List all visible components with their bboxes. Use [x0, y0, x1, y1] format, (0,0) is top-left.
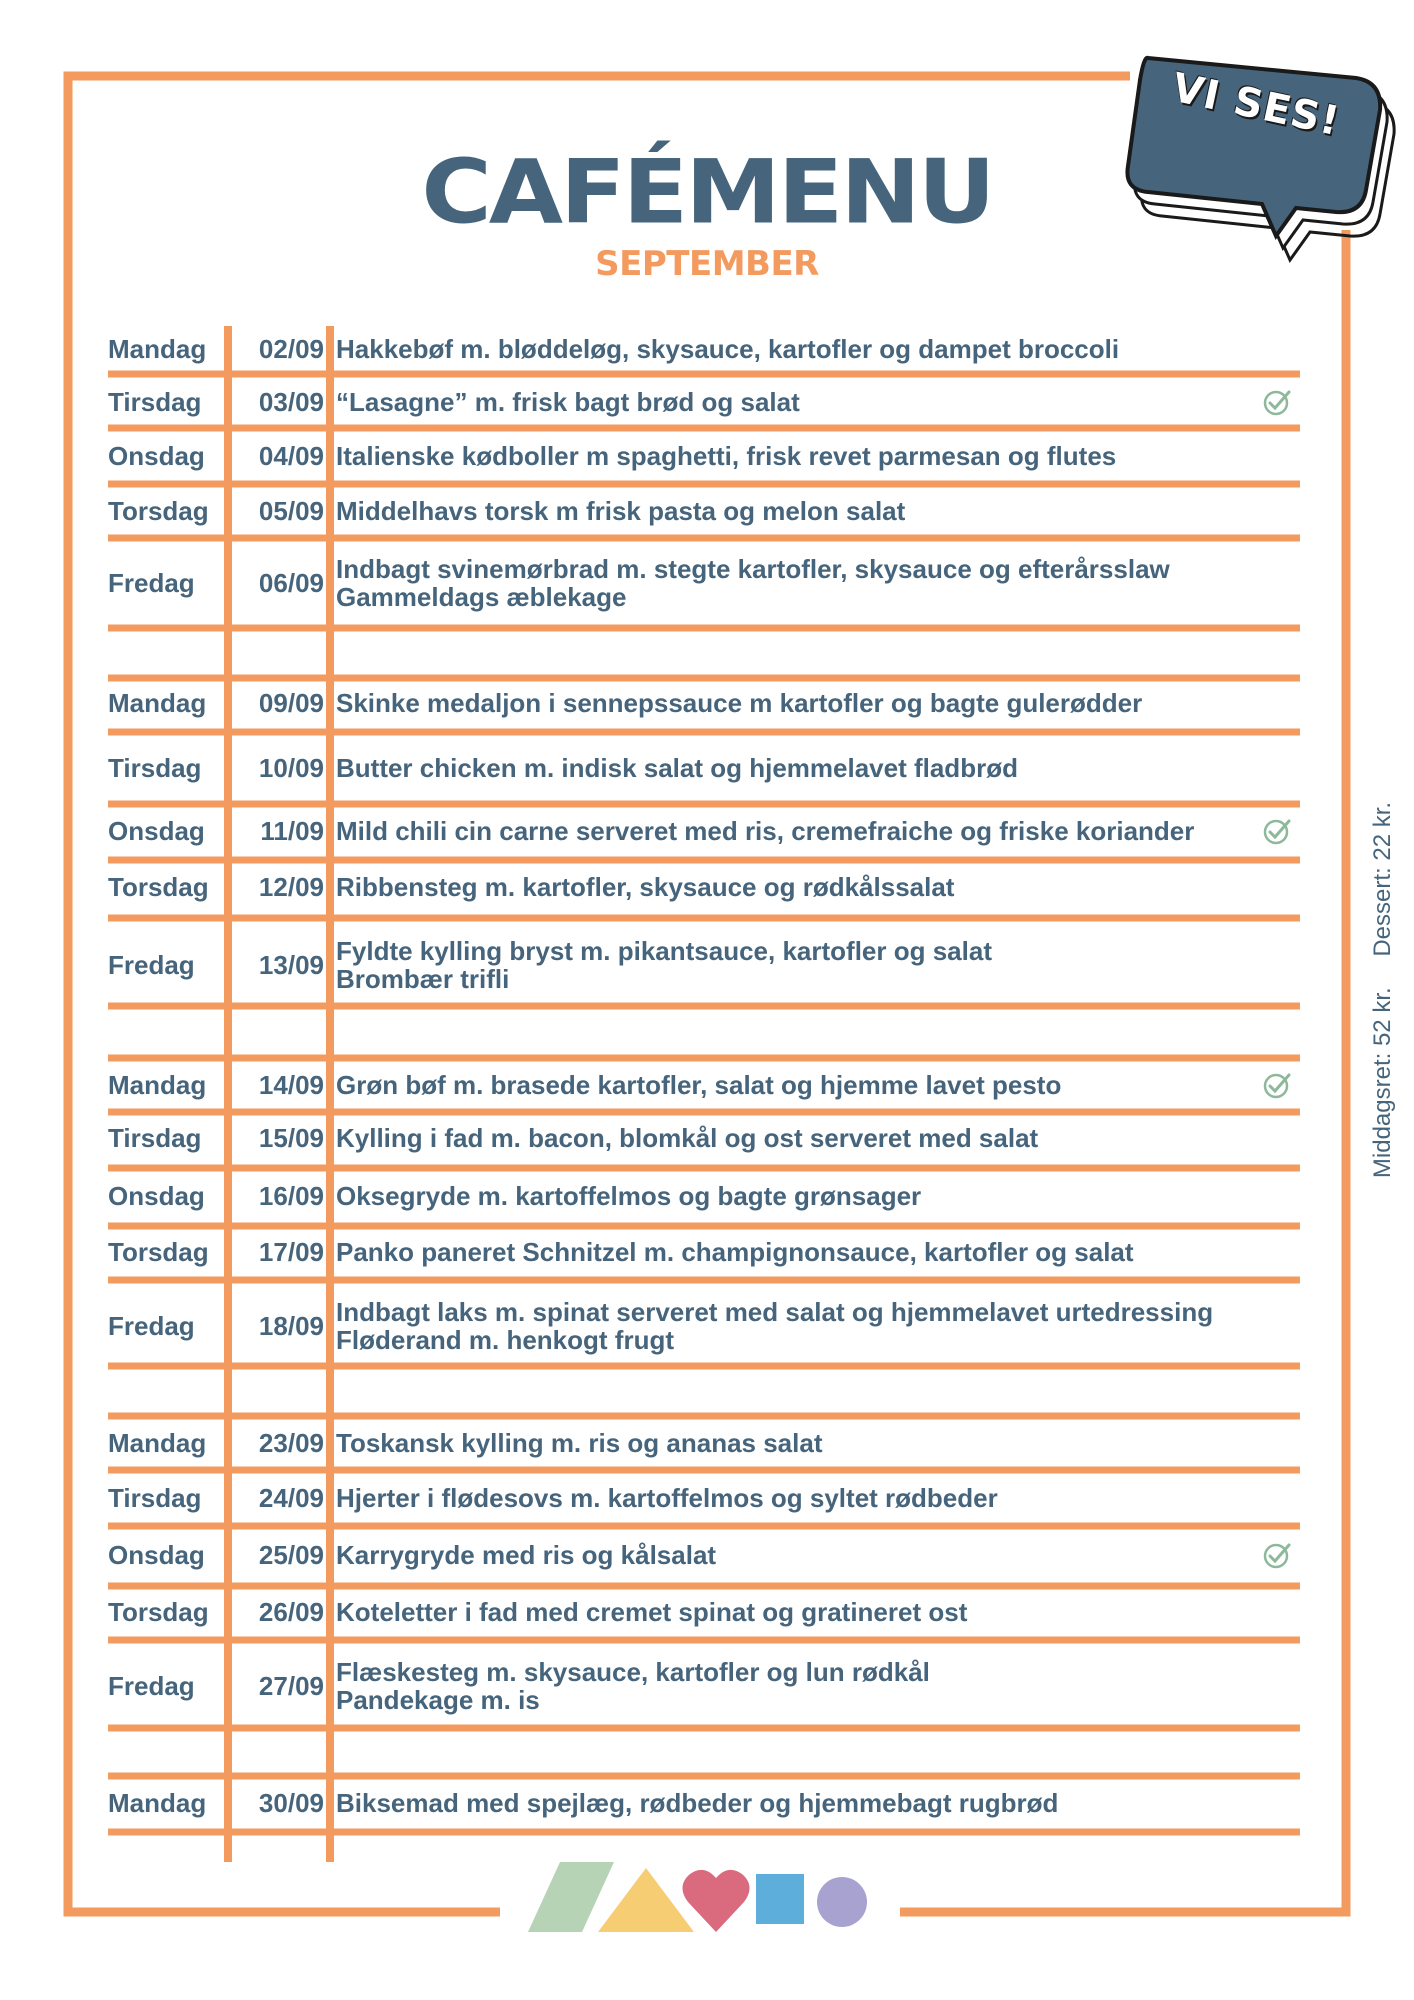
menu-row: [108, 1530, 1300, 1580]
menu-dish: “Lasagne” m. frisk bagt brød og salat: [336, 387, 800, 417]
menu-dish-cell: [336, 1284, 1276, 1368]
menu-day: Torsdag: [108, 495, 209, 526]
menu-date: 12/09: [258, 871, 324, 902]
menu-dish: Grøn bøf m. brasede kartofler, salat og hjemme lavet pesto: [336, 1070, 1062, 1100]
menu-row: [108, 1228, 1300, 1276]
menu-row: [108, 1474, 1300, 1522]
menu-day: Onsdag: [108, 440, 205, 471]
menu-date: 03/09: [258, 386, 324, 417]
badge-text: VI SES!: [1168, 64, 1344, 146]
page-title: CAFÉMENU: [421, 140, 993, 244]
menu-date: 18/09: [258, 1310, 324, 1341]
dessert-price: Dessert: 22 kr.: [1369, 801, 1396, 957]
vegetarian-leaf-icon: [1262, 1540, 1292, 1570]
menu-dish: Koteletter i fad med cremet spinat og gratineret ost: [336, 1597, 968, 1627]
menu-dish: Fyldte kylling bryst m. pikantsauce, kartofler og salat: [336, 936, 992, 966]
menu-dish-cell: [336, 1780, 1276, 1826]
menu-row: [108, 380, 1300, 424]
menu-dish-cell: [336, 1530, 1276, 1580]
menu-date: 24/09: [258, 1482, 324, 1513]
menu-dish-cell: [336, 736, 1276, 800]
menu-dish: Indbagt laks m. spinat serveret med salat og hjemmelavet urtedressing: [336, 1297, 1214, 1327]
menu-day: Onsdag: [108, 1539, 205, 1570]
menu-dish: Karrygryde med ris og kålsalat: [336, 1540, 717, 1570]
menu-row: [108, 808, 1300, 854]
menu-dish: Butter chicken m. indisk salat og hjemmelavet fladbrød: [336, 753, 1018, 783]
menu-date: 17/09: [258, 1236, 324, 1267]
menu-dish-cell: [336, 1062, 1276, 1108]
menu-dish: Mild chili cin carne serveret med ris, cremefraiche og friske koriander: [336, 816, 1195, 846]
menu-date: 15/09: [258, 1122, 324, 1153]
menu-date: 05/09: [258, 495, 324, 526]
menu-dish-cell: [336, 380, 1276, 424]
menu-dish: Oksegryde m. kartoffelmos og bagte grønsager: [336, 1181, 922, 1211]
menu-dish: Hjerter i flødesovs m. kartoffelmos og syltet rødbeder: [336, 1483, 998, 1513]
menu-dish-cell: [336, 1420, 1276, 1466]
menu-row: [108, 1062, 1300, 1108]
page-subtitle: SEPTEMBER: [595, 244, 819, 284]
square-shape: [756, 1874, 804, 1924]
menu-row: [108, 1644, 1300, 1728]
menu-row: [108, 1780, 1300, 1826]
menu-dish: Panko paneret Schnitzel m. champignonsauce, kartofler og salat: [336, 1237, 1134, 1267]
menu-day: Mandag: [108, 1069, 207, 1100]
vegetarian-leaf-icon: [1262, 387, 1292, 417]
menu-dish: Middelhavs torsk m frisk pasta og melon salat: [336, 496, 906, 526]
menu-dish: Flæskesteg m. skysauce, kartofler og lun rødkål: [336, 1657, 930, 1687]
menu-date: 27/09: [258, 1670, 324, 1701]
menu-row: [108, 736, 1300, 800]
menu-dish: Toskansk kylling m. ris og ananas salat: [336, 1428, 823, 1458]
menu-date: 26/09: [258, 1596, 324, 1627]
menu-dish: Italienske kødboller m spaghetti, frisk revet parmesan og flutes: [336, 441, 1117, 471]
menu-date: 25/09: [258, 1539, 324, 1570]
menu-row: [108, 1172, 1300, 1220]
menu-date: 14/09: [258, 1069, 324, 1100]
menu-dish: Biksemad med spejlæg, rødbeder og hjemmebagt rugbrød: [336, 1788, 1059, 1818]
menu-date: 02/09: [258, 333, 324, 364]
menu-dish: Ribbensteg m. kartofler, skysauce og rødkålssalat: [336, 872, 955, 902]
menu-dish-cell: [336, 924, 1276, 1006]
menu-date: 06/09: [258, 567, 324, 598]
menu-dish-cell: [336, 432, 1276, 480]
menu-day: Tirsdag: [108, 386, 202, 417]
menu-day: Fredag: [108, 1310, 195, 1341]
menu-dish-cell: [336, 488, 1276, 534]
footer-shapes: [528, 1862, 867, 1932]
main-course-price: Middagsret: 52 kr.: [1369, 987, 1396, 1179]
menu-dish: Hakkebøf m. bløddeløg, skysauce, kartofler og dampet broccoli: [336, 334, 1120, 364]
menu-day: Mandag: [108, 333, 207, 364]
menu-date: 10/09: [258, 752, 324, 783]
menu-dish-cell: [336, 542, 1276, 624]
menu-dish-cell: [336, 1474, 1276, 1522]
menu-dish: Indbagt svinemørbrad m. stegte kartofler, skysauce og efterårsslaw: [336, 554, 1170, 584]
menu-dish-cell: [336, 1116, 1276, 1160]
menu-date: 16/09: [258, 1180, 324, 1211]
menu-row: [108, 1116, 1300, 1160]
menu-dish-cell: [336, 326, 1276, 372]
vegetarian-leaf-icon: [1262, 1070, 1292, 1100]
menu-date: 13/09: [258, 949, 324, 980]
menu-day: Tirsdag: [108, 1482, 202, 1513]
menu-dish-cell: [336, 864, 1276, 910]
menu-date: 11/09: [260, 815, 324, 846]
price-info: [1369, 780, 1399, 1200]
menu-dessert: Gammeldags æblekage: [336, 582, 627, 612]
menu-dessert: Brombær trifli: [336, 964, 510, 994]
menu-row: [108, 432, 1300, 480]
menu-day: Fredag: [108, 949, 195, 980]
menu-day: Tirsdag: [108, 752, 202, 783]
menu-day: Mandag: [108, 1427, 207, 1458]
circle-shape: [817, 1877, 867, 1927]
menu-dish-cell: [336, 808, 1276, 854]
menu-date: 04/09: [258, 440, 324, 471]
menu-dessert: Pandekage m. is: [336, 1685, 540, 1715]
menu-row: [108, 1284, 1300, 1368]
vegetarian-leaf-icon: [1262, 816, 1292, 846]
menu-day: Fredag: [108, 567, 195, 598]
menu-date: 09/09: [258, 687, 324, 718]
menu-row: [108, 924, 1300, 1006]
parallelogram-shape: [528, 1862, 614, 1932]
menu-row: [108, 1420, 1300, 1466]
menu-day: Onsdag: [108, 1180, 205, 1211]
menu-day: Torsdag: [108, 1596, 209, 1627]
menu-date: 23/09: [258, 1427, 324, 1458]
menu-dish-cell: [336, 1588, 1276, 1636]
menu-day: Mandag: [108, 1787, 207, 1818]
menu-day: Torsdag: [108, 1236, 209, 1267]
menu-dessert: Fløderand m. henkogt frugt: [336, 1325, 674, 1355]
menu-day: Onsdag: [108, 815, 205, 846]
menu-dish-cell: [336, 680, 1276, 726]
menu-dish-cell: [336, 1228, 1276, 1276]
menu-row: [108, 680, 1300, 726]
menu-row: [108, 1588, 1300, 1636]
menu-dish-cell: [336, 1172, 1276, 1220]
menu-day: Tirsdag: [108, 1122, 202, 1153]
menu-row: [108, 488, 1300, 534]
menu-dish: Kylling i fad m. bacon, blomkål og ost serveret med salat: [336, 1123, 1039, 1153]
menu-day: Torsdag: [108, 871, 209, 902]
triangle-shape: [598, 1868, 694, 1932]
heart-shape: [682, 1870, 749, 1932]
menu-day: Mandag: [108, 687, 207, 718]
menu-day: Fredag: [108, 1670, 195, 1701]
menu-date: 30/09: [258, 1787, 324, 1818]
menu-dish-cell: [336, 1644, 1276, 1728]
menu-row: [108, 542, 1300, 624]
menu-row: [108, 326, 1300, 372]
menu-row: [108, 864, 1300, 910]
menu-dish: Skinke medaljon i sennepssauce m kartofler og bagte gulerødder: [336, 688, 1143, 718]
